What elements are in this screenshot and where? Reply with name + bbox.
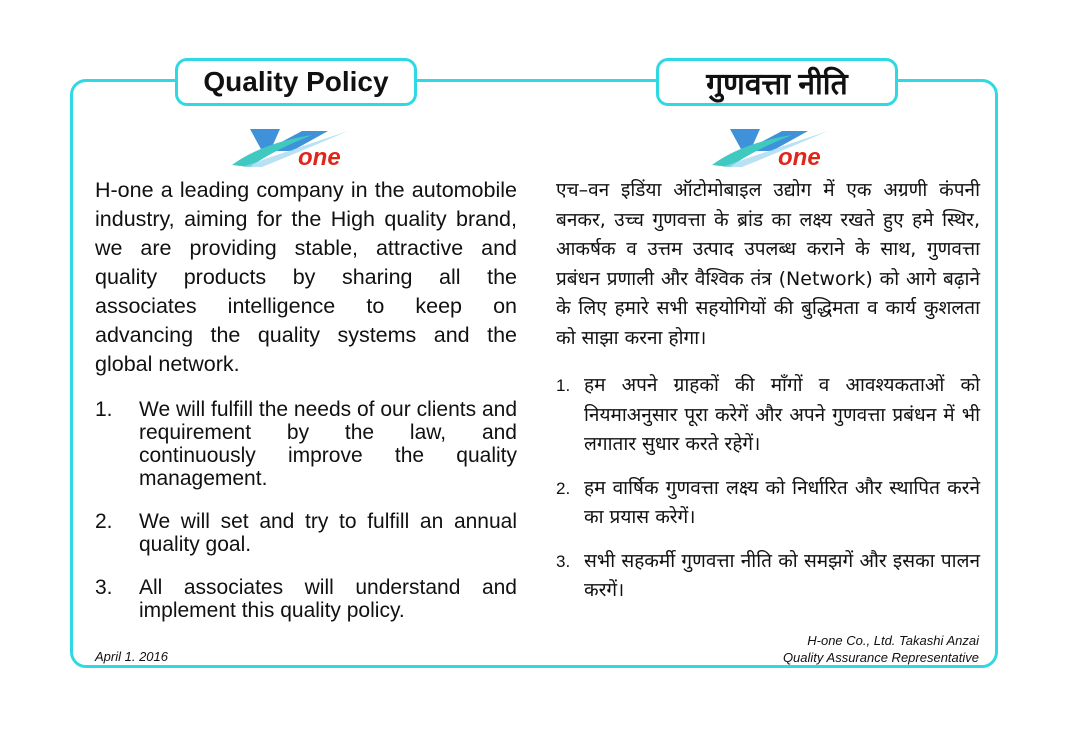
english-point [95,398,517,490]
svg-text:one: one [778,144,821,171]
point-text: We will fulfill the needs of our clients and requirement by the law, and continuously improve the quality management. [139,398,517,490]
policy-date: April 1. 2016 [95,649,168,664]
hindi-point [556,547,980,606]
point-text: हम अपने ग्राहकों की माँगों व आवश्यकताओं को नियमाअनुसार पूरा करेगें और अपने गुणवत्ता प्रबंधन में भी लगातार सुधार करते रहेगें। [584,374,980,455]
point-text: हम वार्षिक गुणवत्ता लक्ष्य को निर्धारित और स्थापित करने का प्रयास करेगें। [584,476,980,528]
point-number: 1. [95,398,113,421]
point-text: सभी सहकर्मी गुणवत्ता नीति को समझगें और इसका पालन करगें। [584,549,980,601]
english-point [95,510,517,556]
hindi-column [556,176,980,620]
svg-text:one: one [298,144,341,171]
point-text: All associates will understand and implement this quality policy. [139,576,517,622]
point-number: 1. [556,376,571,395]
point-number: 3. [556,551,571,571]
signature-block [783,632,979,666]
hindi-intro: एच–वन इडिंया ऑटोमोबाइल उद्योग में एक अग्रणी कंपनी बनकर, उच्च गुणवत्ता के ब्रांड का लक्ष्य रखते हुए हमे स्थिर, आकर्षक व उत्तम उत्पाद उपलब्ध कराने के साथ, गुणवत्ता प्रबंधन प्रणाली और वैश्विक तंत्र (Network) को आगे बढ़ाने के लिए हमारे सभी सहयोगियों की बुद्धिमता व कार्य कुशलता को साझा करना होगा। [556,179,980,349]
signatory-role: Quality Assurance Representative [782,650,979,665]
english-points [95,398,517,622]
english-column [95,176,517,642]
point-text: We will set and try to fulfill an annual quality goal. [139,510,517,556]
hindi-point [556,371,980,460]
english-point [95,576,517,622]
point-number: 2. [556,478,571,498]
h-one-logo-left [232,125,352,171]
title-hindi: गुणवत्ता नीति [656,58,898,106]
h-one-logo-right [712,125,832,171]
hindi-points [556,371,980,606]
hindi-point [556,474,980,533]
title-english: Quality Policy [175,58,417,106]
point-number: 3. [95,576,113,599]
english-intro: H-one a leading company in the automobile industry, aiming for the High quality brand, we are providing stable, attractive and quality products by sharing all the associates intelligence to keep on advancing the quality systems and the global network. [95,178,517,376]
signatory-name: H-one Co., Ltd. Takashi Anzai [807,633,979,648]
point-number: 2. [95,510,113,533]
